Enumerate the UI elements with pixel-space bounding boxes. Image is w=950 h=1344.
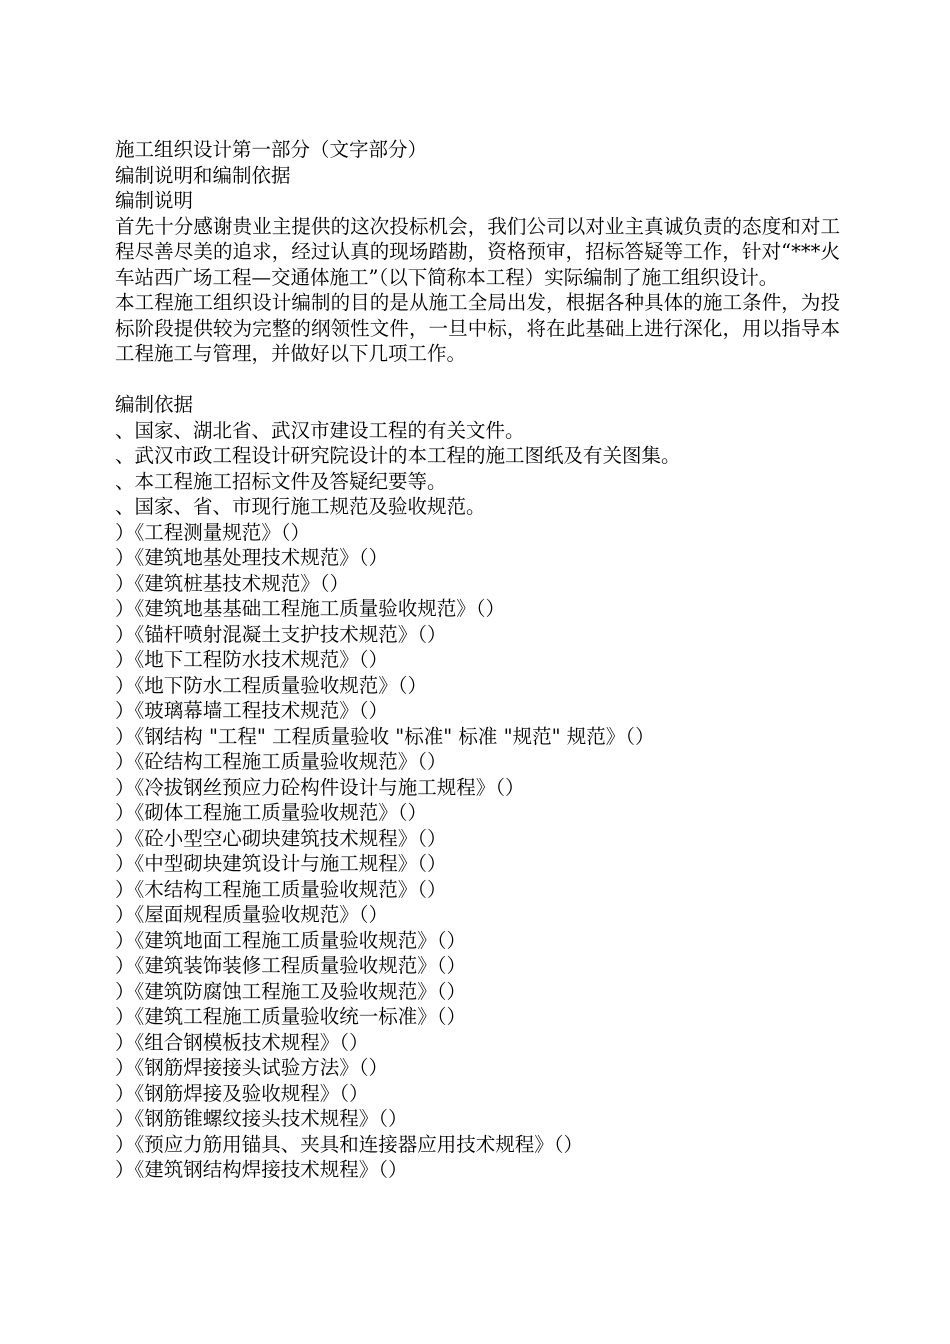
standard-item: ）《工程测量规范》（） [115, 520, 311, 544]
intro-paragraph: 首先十分感谢贵业主提供的这次投标机会，我们公司以对业主真诚负责的态度和对工程尽善尽美的追求，经过认真的现场踏勘，资格预审，招标答疑等工作，针对“***火车站西广场工程—交通体施工”（以下简称本工程）实际编制了施工组织设计。 [115, 214, 840, 289]
standard-item: ）《建筑工程施工质量验收统一标准》（） [115, 1005, 467, 1028]
subsection-heading-basis: 编制依据 [115, 393, 194, 416]
standard-item: ）《建筑钢结构焊接技术规程》（） [115, 1158, 408, 1181]
standard-item: ）《建筑地基基础工程施工质量验收规范》（） [115, 597, 506, 620]
standard-item: ）《地下防水工程质量验收规范》（） [115, 673, 428, 697]
list-item: 、本工程施工招标文件及答疑纪要等。 [115, 469, 447, 493]
section-heading: 编制说明和编制依据 [115, 163, 291, 187]
document-title: 施工组织设计第一部分（文字部分） [115, 138, 428, 161]
standard-item: ）《钢结构 "工程" 工程质量验收 "标准" 标准 "规范" 规范》（） [115, 724, 655, 748]
standard-item: ）《地下工程防水技术规范》（） [115, 648, 389, 671]
standard-item: ）《玻璃幕墙工程技术规范》（） [115, 699, 389, 722]
blank-line [115, 367, 840, 393]
standard-item: ）《建筑地基处理技术规范》（） [115, 546, 389, 569]
standard-item: ）《中型砌块建筑设计与施工规程》（） [115, 852, 447, 875]
standard-item: ）《砼小型空心砌块建筑技术规程》（） [115, 826, 447, 850]
standard-item: ）《砼结构工程施工质量验收规范》（） [115, 750, 447, 773]
standard-item: ）《冷拔钢丝预应力砼构件设计与施工规程》（） [115, 775, 525, 799]
standard-item: ）《钢筋焊接及验收规程》（） [115, 1081, 369, 1105]
standard-item: ）《建筑桩基技术规范》（） [115, 571, 350, 595]
list-item: 、国家、湖北省、武汉市建设工程的有关文件。 [115, 418, 525, 442]
list-item: 、武汉市政工程设计研究院设计的本工程的施工图纸及有关图集。 [115, 444, 681, 467]
purpose-paragraph: 本工程施工组织设计编制的目的是从施工全局出发，根据各种具体的施工条件，为投标阶段提供较为完整的纲领性文件，一旦中标，将在此基础上进行深化，用以指导本工程施工与管理，并做好以下几项工作。 [115, 291, 840, 365]
basis-list [115, 418, 840, 520]
standards-list [115, 520, 840, 1183]
list-item: 、国家、省、市现行施工规范及验收规范。 [115, 495, 486, 518]
standard-item: ）《锚杆喷射混凝土支护技术规范》（） [115, 622, 447, 646]
standard-item: ）《预应力筋用锚具、夹具和连接器应用技术规程》（） [115, 1132, 584, 1156]
standard-item: ）《木结构工程施工质量验收规范》（） [115, 877, 447, 901]
subsection-heading: 编制说明 [115, 189, 194, 212]
standard-item: ）《建筑地面工程施工质量验收规范》（） [115, 928, 467, 952]
document-page [115, 137, 840, 1183]
standard-item: ）《屋面规程质量验收规范》（） [115, 903, 389, 926]
standard-item: ）《钢筋锥螺纹接头技术规程》（） [115, 1107, 408, 1130]
standard-item: ）《钢筋焊接接头试验方法》（） [115, 1056, 389, 1079]
standard-item: ）《建筑防腐蚀工程施工及验收规范》（） [115, 979, 467, 1003]
standard-item: ）《建筑装饰装修工程质量验收规范》（） [115, 954, 467, 977]
standard-item: ）《砌体工程施工质量验收规范》（） [115, 801, 428, 824]
standard-item: ）《组合钢模板技术规程》（） [115, 1030, 369, 1054]
